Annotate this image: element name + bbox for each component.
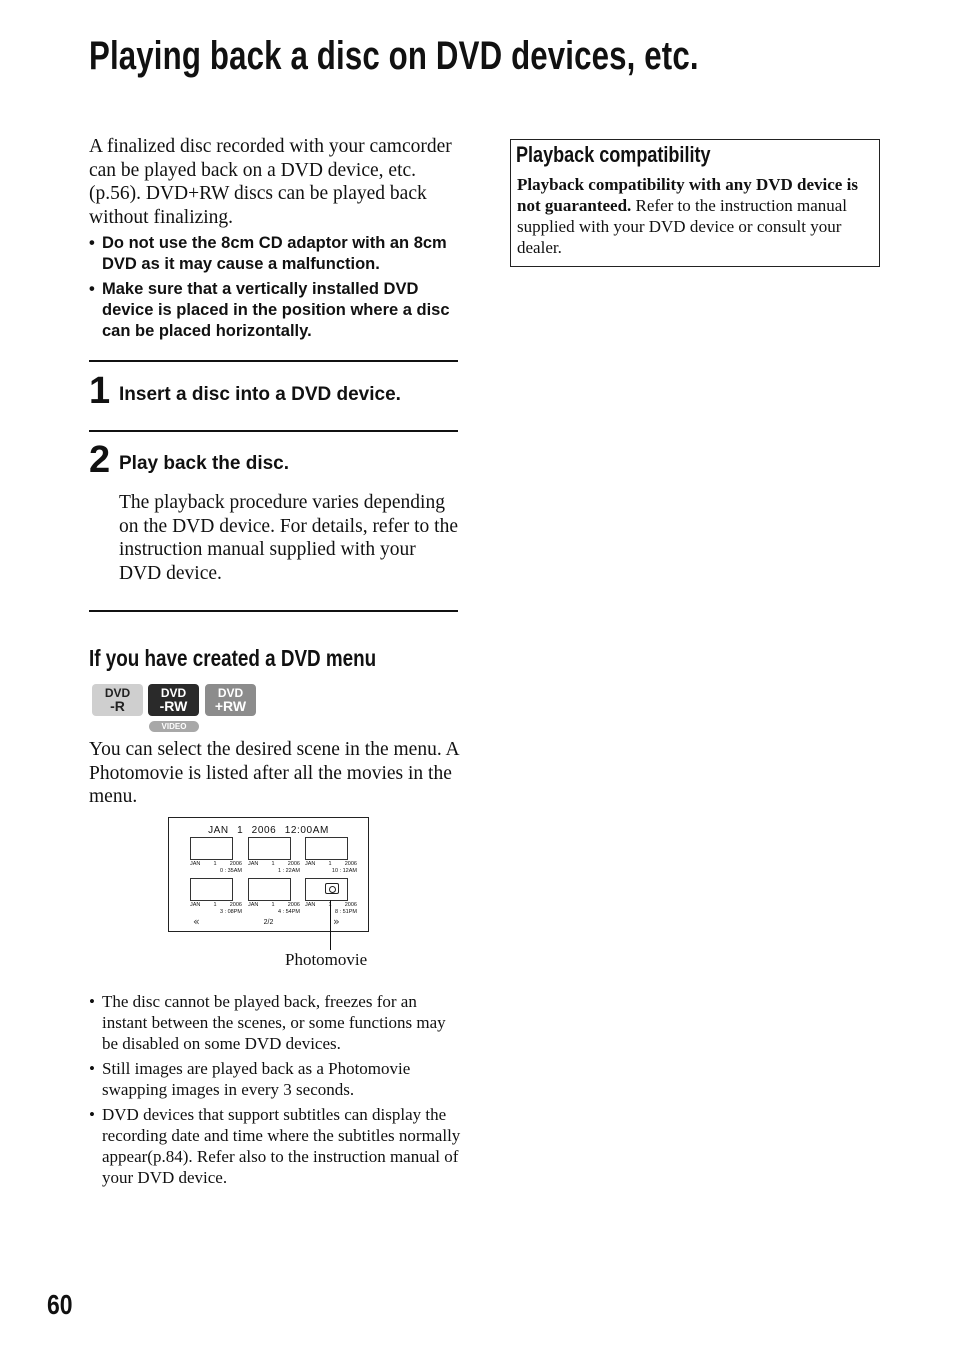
thumbnail [190, 878, 233, 901]
compatibility-warning: Playback compatibility with any DVD device is not guaranteed. [517, 175, 858, 215]
caption-year: 2006 [229, 861, 242, 867]
caption-month: JAN [248, 861, 259, 867]
caption-day: 1 [271, 902, 275, 908]
note-item: • DVD devices that support subtitles can display the recording date and time where the subtitles normally appear(p.84). Refer also to the instruction manual of your DVD device. [89, 1104, 461, 1188]
dvd-rw-badge [148, 684, 199, 716]
compatibility-advice: Refer to the instruction manual supplied with your DVD device or consult your dealer. [517, 196, 848, 257]
page-title: Playing back a disc on DVD devices, etc. [89, 34, 699, 78]
double-chevron-left-icon: « [193, 915, 200, 928]
caption-year: 2006 [344, 902, 357, 908]
section-divider [89, 610, 458, 612]
thumbnail-caption [305, 861, 357, 874]
page-indicator: 2/2 [263, 919, 274, 926]
badge-line: -RW [159, 698, 188, 714]
callout-line [330, 900, 331, 950]
badge-line: DVD [217, 686, 244, 700]
caption-year: 2006 [344, 861, 357, 867]
note-item: • The disc cannot be played back, freezes for an instant between the scenes, or some functions may be disabled on some DVD devices. [89, 991, 461, 1054]
notes-list [89, 991, 461, 1192]
menu-description: You can select the desired scene in the menu. A Photomovie is listed after all the movies in the menu. [89, 739, 459, 807]
badge-line: +RW [214, 698, 247, 714]
caption-time: 4 : 54PM [277, 908, 300, 915]
caption-day: 1 [213, 902, 217, 908]
step-number: 1 [89, 370, 111, 412]
caption-day: 1 [328, 861, 332, 867]
step-title: Insert a disc into a DVD device. [119, 384, 401, 405]
caption-month: JAN [248, 902, 259, 908]
warning-item: • Do not use the 8cm CD adaptor with an 8cm DVD as it may cause a malfunction. [89, 233, 461, 275]
thumbnail [305, 837, 348, 860]
caption-time: 1 : 22AM [277, 867, 300, 874]
badge-line: DVD [160, 686, 187, 700]
caption-year: 2006 [287, 861, 300, 867]
thumbnail-caption [190, 902, 242, 915]
caption-time: 3 : 08PM [219, 908, 242, 915]
caption-month: JAN [305, 902, 316, 908]
badge-line: -R [110, 698, 125, 714]
caption-time: 0 : 35AM [219, 867, 242, 874]
section-divider [89, 430, 458, 432]
caption-day: 1 [271, 861, 275, 867]
thumbnail-caption [248, 902, 300, 915]
page-number: 60 [47, 1289, 73, 1320]
caption-time: 8 : 51PM [334, 908, 357, 915]
intro-paragraph: A finalized disc recorded with your camcorder can be played back on a DVD device, etc. (p.56). DVD+RW discs can be played back without finalizing. [89, 136, 452, 228]
caption-month: JAN [190, 902, 201, 908]
caption-month: JAN [190, 861, 201, 867]
warning-list [89, 233, 461, 346]
step-title: Play back the disc. [119, 453, 290, 474]
caption-month: JAN [305, 861, 316, 867]
video-badge: VIDEO [149, 721, 199, 732]
thumbnail-caption [248, 861, 300, 874]
badge-line: DVD [104, 686, 131, 700]
caption-day: 1 [213, 861, 217, 867]
double-chevron-right-icon: » [333, 915, 340, 928]
thumbnail [248, 878, 291, 901]
camera-icon [325, 883, 339, 894]
thumbnail-caption [190, 861, 242, 874]
step-number: 2 [89, 439, 111, 481]
caption-time: 10 : 12AM [331, 867, 357, 874]
caption-year: 2006 [229, 902, 242, 908]
thumbnail [248, 837, 291, 860]
thumbnail-caption [305, 902, 357, 915]
photomovie-label: Photomovie [285, 950, 368, 969]
warning-item: • Make sure that a vertically installed DVD device is placed in the position where a disc can be placed horizontally. [89, 279, 461, 342]
dvd-r-badge [92, 684, 143, 716]
thumbnail [190, 837, 233, 860]
screen-date: JAN 1 2006 12:00AM [208, 825, 329, 836]
dvd-menu-screen [168, 817, 369, 932]
dvd-plus-rw-badge [205, 684, 256, 716]
section-divider [89, 360, 458, 362]
compatibility-text [517, 174, 875, 258]
compatibility-heading: Playback compatibility [516, 142, 711, 167]
step-body: The playback procedure varies depending on the DVD device. For details, refer to the instruction manual supplied with your DVD device. [119, 492, 458, 584]
section-heading: If you have created a DVD menu [89, 645, 377, 671]
caption-year: 2006 [287, 902, 300, 908]
note-item: • Still images are played back as a Photomovie swapping images in every 3 seconds. [89, 1058, 461, 1100]
photomovie-thumbnail [305, 878, 348, 901]
